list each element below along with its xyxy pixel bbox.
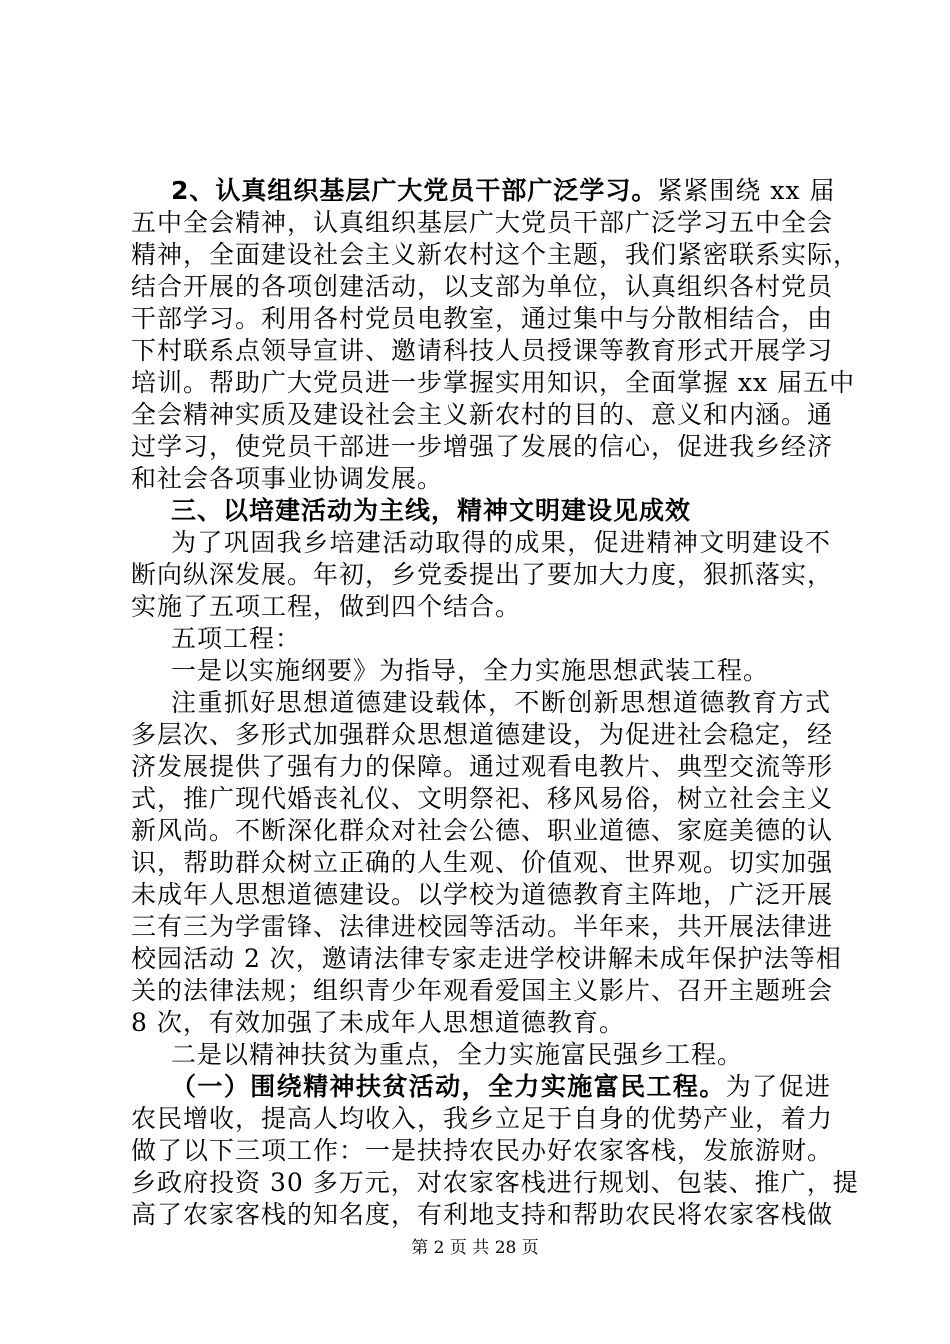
paragraph-line: 过学习，使党员干部进一步增强了发展的信心，促进我乡经济 bbox=[131, 432, 834, 461]
paragraph-line: 三有三为学雷锋、法律进校园等活动。半年来，共开展法律进 bbox=[131, 912, 834, 941]
paragraph-line bbox=[131, 1072, 831, 1101]
paragraph-line bbox=[131, 176, 836, 205]
paragraph-line: 农民增收，提高人均收入，我乡立足于自身的优势产业，着力 bbox=[131, 1104, 834, 1133]
paragraph-line: 识，帮助群众树立正确的人生观、价值观、世界观。切实加强 bbox=[131, 848, 834, 877]
paragraph-line: 实施了五项工程，做到四个结合。 bbox=[131, 592, 522, 621]
bold-lead-text: （一）围绕精神扶贫活动，全力实施富民工程。 bbox=[171, 1072, 726, 1101]
paragraph-line: 乡政府投资 30 多万元，对农家客栈进行规划、包装、推广，提 bbox=[131, 1168, 859, 1197]
paragraph-line: 结合开展的各项创建活动，以支部为单位，认真组织各村党员 bbox=[131, 272, 834, 301]
paragraph-line: 高了农家客栈的知名度，有利地支持和帮助农民将农家客栈做 bbox=[131, 1200, 834, 1229]
paragraph-line: 新风尚。不断深化群众对社会公德、职业道德、家庭美德的认 bbox=[131, 816, 834, 845]
paragraph-line: 校园活动 2 次，邀请法律专家走进学校讲解未成年保护法等相 bbox=[131, 944, 842, 973]
paragraph-line: 注重抓好思想道德建设载体，不断创新思想道德教育方式 bbox=[171, 688, 831, 717]
paragraph-line: 多层次、多形式加强群众思想道德建设，为促进社会稳定，经 bbox=[131, 720, 834, 749]
line-text: 为了促进 bbox=[725, 1072, 831, 1101]
paragraph-line: 和社会各项事业协调发展。 bbox=[131, 464, 444, 493]
paragraph-line: 精神，全面建设社会主义新农村这个主题，我们紧密联系实际， bbox=[131, 240, 860, 269]
section-heading: 三、以培建活动为主线，精神文明建设见成效 bbox=[171, 496, 692, 525]
page-number-footer: 第 2 页 共 28 页 bbox=[411, 1238, 539, 1258]
paragraph-line: 下村联系点领导宣讲、邀请科技人员授课等教育形式开展学习 bbox=[131, 336, 834, 365]
paragraph-line: 五项工程： bbox=[171, 624, 302, 653]
paragraph-line: 全会精神实质及建设社会主义新农村的目的、意义和内涵。通 bbox=[131, 400, 834, 429]
paragraph-line: 五中全会精神，认真组织基层广大党员干部广泛学习五中全会 bbox=[131, 208, 834, 237]
paragraph-line: 未成年人思想道德建设。以学校为道德教育主阵地，广泛开展 bbox=[131, 880, 834, 909]
paragraph-line: 一是以实施纲要》为指导，全力实施思想武装工程。 bbox=[171, 656, 770, 685]
paragraph-line: 断向纵深发展。年初，乡党委提出了要加大力度，狠抓落实， bbox=[131, 560, 834, 589]
paragraph-line: 关的法律法规；组织青少年观看爱国主义影片、召开主题班会 bbox=[131, 976, 834, 1005]
paragraph-line: 济发展提供了强有力的保障。通过观看电教片、典型交流等形 bbox=[131, 752, 834, 781]
bold-lead-text: 2、认真组织基层广大党员干部广泛学习。 bbox=[171, 176, 658, 205]
paragraph-line: 做了以下三项工作：一是扶持农民办好农家客栈，发旅游财。 bbox=[131, 1136, 834, 1165]
paragraph-line: 8 次，有效加强了未成年人思想道德教育。 bbox=[131, 1008, 625, 1037]
paragraph-line: 式，推广现代婚丧礼仪、文明祭祀、移风易俗，树立社会主义 bbox=[131, 784, 834, 813]
paragraph-line: 培训。帮助广大党员进一步掌握实用知识，全面掌握 xx 届五中 bbox=[131, 368, 856, 397]
paragraph-line: 干部学习。利用各村党员电教室，通过集中与分散相结合，由 bbox=[131, 304, 834, 333]
paragraph-line: 为了巩固我乡培建活动取得的成果，促进精神文明建设不 bbox=[171, 528, 831, 557]
paragraph-line: 二是以精神扶贫为重点，全力实施富民强乡工程。 bbox=[171, 1040, 744, 1069]
line-text: 紧紧围绕 xx 届 bbox=[657, 176, 836, 205]
